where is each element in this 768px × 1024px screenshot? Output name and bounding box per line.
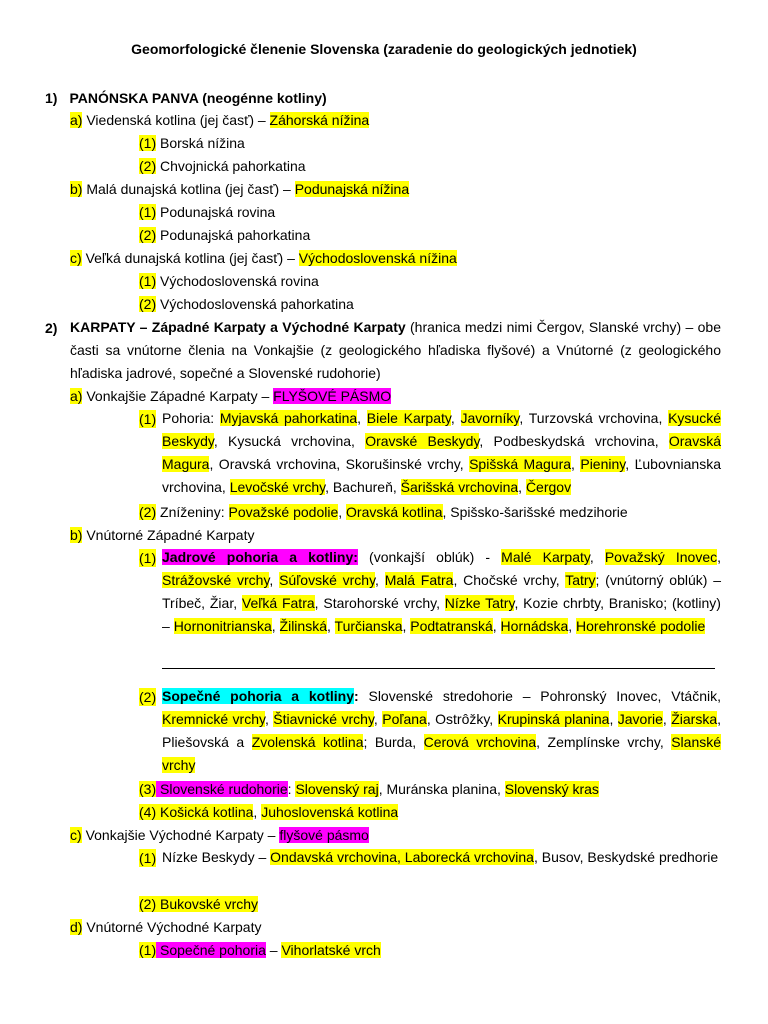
text-fragment: Malé Karpaty [501,549,590,565]
text-fragment: , [571,456,581,472]
list-item [139,157,306,175]
list-item [139,272,319,290]
text-fragment: Podunajská pahorkatina [156,227,311,243]
text-fragment: , Busov, Beskydské predhorie [533,849,719,865]
text-fragment: c) [70,250,82,266]
text-fragment: Východoslovenská pahorkatina [156,296,354,312]
text-fragment: (1) [139,135,157,151]
text-fragment: Bukovské vrchy [156,896,259,912]
text-fragment: Tatry [565,572,596,588]
text-fragment: Zníženiny: [156,504,229,520]
list-item [70,526,254,544]
list-item [139,295,354,313]
list-item [70,111,369,129]
text-fragment: Nízke Tatry [444,595,515,611]
text-fragment: Východoslovenská nížina [298,250,457,266]
text-fragment: Slovenský raj [295,781,379,797]
text-fragment: , Pliešovská a [162,711,722,750]
list-item [70,918,261,936]
text-fragment: , Muránska planina, [378,781,505,797]
text-fragment: (neogénne kotliny) [198,90,327,106]
text-fragment: , Oravská vrchovina, Skorušinské vrchy, [209,456,470,472]
text-fragment: FLYŠOVÉ PÁSMO [273,388,392,404]
text-fragment: Borská nížina [156,135,245,151]
text-fragment: Slovenské stredohorie – Pohronský Inovec, Vtáčnik, [358,688,721,704]
list-marker: (1) [139,550,157,566]
list-item [139,503,628,521]
text-fragment: : [354,688,359,704]
list-item [139,203,275,221]
text-fragment: Vonkajšie Východné Karpaty – [85,827,280,843]
list-item [162,407,721,499]
text-fragment: ; (vnútorný oblúk) – Tríbeč, Žiar, [162,572,721,611]
text-fragment: ; Burda, [363,734,424,750]
list-marker: (1) [139,850,157,866]
text-fragment: , [253,804,262,820]
text-fragment: Vnútorné Východné Karpaty [86,919,262,935]
section-2-heading [70,316,721,385]
text-fragment: (1) [139,204,157,220]
text-fragment: 1) [45,90,58,106]
text-fragment: (2) [139,504,157,520]
text-fragment: Šarišská vrchovina [400,479,519,495]
text-fragment: Hornádska [500,618,569,634]
text-fragment: (hranica medzi nimi Čergov, Slanské vrchy) – obe časti sa vnútorne členia na Vonkajšie (z geologického hľadiska flyšové) a Vnútorné (z geologického hľadiska jadrové, sopečné a Slovenské rudohorie) [70,319,721,381]
text-fragment: flyšové pásmo [279,827,369,843]
text-fragment: Zvolenská kotlina [251,734,364,750]
text-fragment: Oravská Magura [162,433,721,472]
text-fragment: Sopečné pohoria [156,942,266,958]
text-fragment: , Kysucká vrchovina, [213,433,366,449]
text-fragment: Hornonitrianska [173,618,272,634]
separator-line [162,668,715,669]
text-fragment: , [269,572,280,588]
text-fragment: Kysucké Beskydy [162,410,722,449]
list-item [139,895,258,913]
text-fragment: Jadrové pohoria a kotliny: [162,549,358,565]
text-fragment: a) [70,112,83,128]
text-fragment: , Podbeskydská vrchovina, [479,433,669,449]
text-fragment: Východoslovenská rovina [156,273,319,289]
text-fragment: (2) [139,896,157,912]
text-fragment: (3) [139,781,157,797]
text-fragment: Vnútorné Západné Karpaty [86,527,255,543]
text-fragment: , [589,549,605,565]
text-fragment: Oravské Beskydy [365,433,480,449]
text-fragment: , [264,711,274,727]
text-fragment: , Ľubovnianska vrchovina, [162,456,721,495]
text-fragment: , [375,572,385,588]
list-item [139,803,398,821]
text-fragment: Podunajská nížina [294,181,410,197]
text-fragment: Turčianska [334,618,403,634]
text-fragment: b) [70,181,83,197]
text-fragment: (2) [139,227,157,243]
text-fragment: Pohoria: [162,410,220,426]
text-fragment: Slanské vrchy [162,734,722,773]
text-fragment: Poľana [382,711,427,727]
text-fragment: c) [70,827,82,843]
text-fragment: Cerová vrchovina [423,734,537,750]
text-fragment: , Kozie chrbty, Branisko; (kotliny) – [162,595,721,634]
text-fragment: , [518,479,526,495]
text-fragment: , [271,618,280,634]
text-fragment: , [609,711,618,727]
text-fragment: Štiavnické vrchy [273,711,374,727]
text-fragment: Kremnické vrchy [162,711,265,727]
list-item [162,846,721,869]
list-item [139,134,245,152]
text-fragment: Slovenské rudohorie [156,781,288,797]
text-fragment: Javorie [617,711,663,727]
text-fragment: b) [70,527,83,543]
list-item [70,249,457,267]
section-2-number: 2) [45,320,58,336]
text-fragment: Sopečné pohoria a kotliny [162,688,354,704]
list-item [162,546,721,638]
text-fragment: , Ostrôžky, [426,711,498,727]
section-1-heading [45,89,327,107]
text-fragment: (1) [139,273,157,289]
text-fragment: (4) [139,804,157,820]
text-fragment: Žilinská [279,618,327,634]
text-fragment: Podunajská rovina [156,204,276,220]
text-fragment: Levočské vrchy [229,479,326,495]
text-fragment: – [265,942,282,958]
text-fragment: , [373,711,383,727]
text-fragment: Čergov [525,479,572,495]
list-item [139,226,310,244]
text-fragment: Záhorská nížina [269,112,370,128]
text-fragment: : [287,781,296,797]
text-fragment: Javorníky [460,410,520,426]
text-fragment: Považský Inovec [604,549,718,565]
text-fragment: (2) [139,158,157,174]
text-fragment: , [568,618,577,634]
text-fragment: (1) [139,942,157,958]
text-fragment: (vonkajší oblúk) - [357,549,502,565]
text-fragment: , [717,549,721,565]
text-fragment: Vihorlatské vrch [281,942,381,958]
text-fragment: d) [70,919,83,935]
list-item [70,826,369,844]
text-fragment: , Turzovská vrchovina, [519,410,669,426]
text-fragment: , Spišsko-šarišské medzihorie [442,504,628,520]
text-fragment: Podtatranská [410,618,493,634]
list-marker: (2) [139,689,157,705]
page-title: Geomorfologické členenie Slovenska (zaradenie do geologických jednotiek) [131,41,637,57]
text-fragment: Juhoslovenská kotlina [261,804,399,820]
list-item [70,180,409,198]
text-fragment: Pieniny [580,456,626,472]
text-fragment: Horehronské podolie [576,618,706,634]
list-marker: (1) [139,411,157,427]
text-fragment: PANÓNSKA PANVA [69,90,199,106]
text-fragment: Oravská kotlina [346,504,443,520]
text-fragment: Chvojnická pahorkatina [156,158,306,174]
list-item [70,387,391,405]
list-item [162,685,721,777]
text-fragment: Vonkajšie Západné Karpaty – [86,388,274,404]
list-item [139,941,381,959]
text-fragment: Krupinská planina [497,711,610,727]
text-fragment: , [338,504,347,520]
text-fragment: Ondavská vrchovina, Laborecká vrchovina [270,849,534,865]
text-fragment: Spišská Magura [469,456,572,472]
text-fragment: Slovenský kras [504,781,599,797]
text-fragment: Nízke Beskydy – [162,849,271,865]
text-fragment: Malá Fatra [384,572,454,588]
text-fragment: , [327,618,335,634]
text-fragment: , [450,410,461,426]
list-item [139,780,599,798]
text-fragment: , [662,711,672,727]
text-fragment: a) [70,388,83,404]
text-fragment: Malá dunajská kotlina (jej časť) – [86,181,295,197]
text-fragment: , Starohorské vrchy, [314,595,445,611]
text-fragment: Viedenská kotlina (jej časť) – [86,112,270,128]
text-fragment: Košická kotlina [156,804,254,820]
text-fragment: Považské podolie [228,504,339,520]
text-fragment: , Bachureň, [325,479,401,495]
text-fragment: KARPATY – Západné Karpaty a Východné Karpaty [70,319,406,335]
text-fragment: , [402,618,411,634]
text-fragment: Súľovské vrchy [279,572,376,588]
text-fragment: (2) [139,296,157,312]
text-fragment: , Zemplínske vrchy, [536,734,672,750]
text-fragment: Myjavská pahorkatina [219,410,358,426]
text-fragment: Biele Karpaty [366,410,451,426]
text-fragment: Veľká dunajská kotlina (jej časť) – [85,250,299,266]
text-fragment: , [492,618,501,634]
text-fragment: Strážovské vrchy [162,572,270,588]
text-fragment: Žiarska [671,711,718,727]
text-fragment: , Chočské vrchy, [453,572,566,588]
text-fragment: Veľká Fatra [241,595,315,611]
text-fragment: , [357,410,367,426]
